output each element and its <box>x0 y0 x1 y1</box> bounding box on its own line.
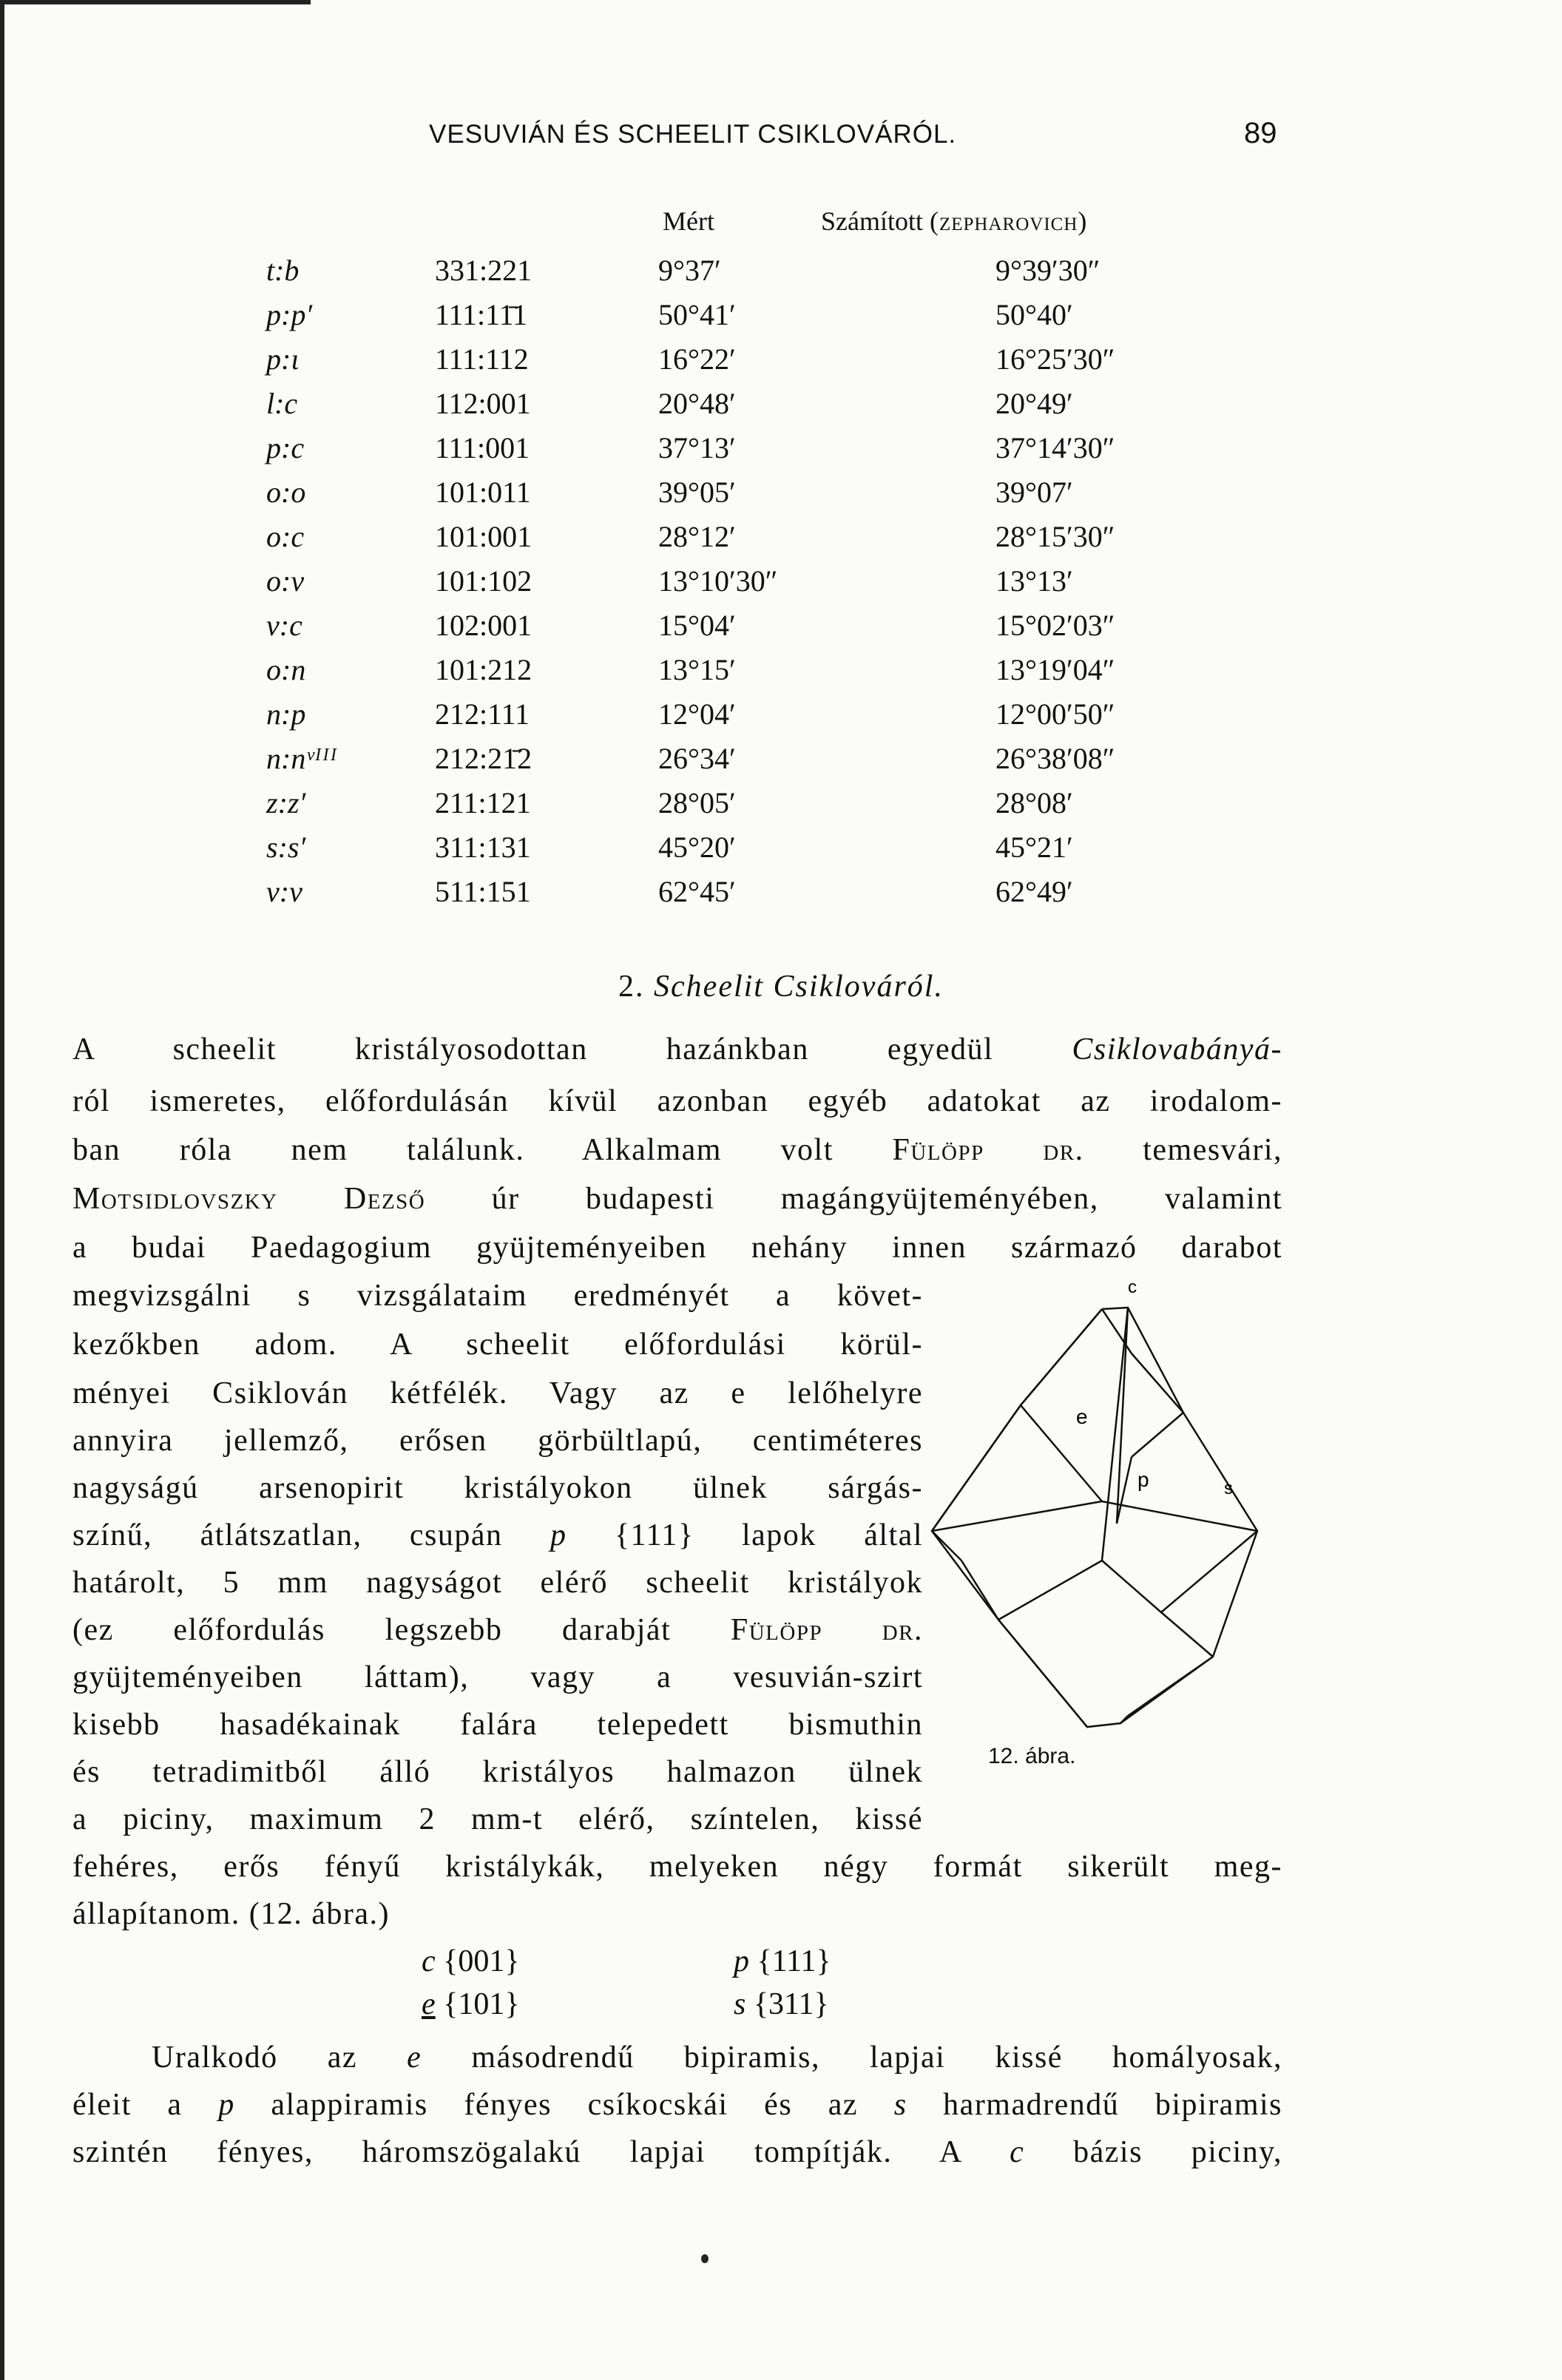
text-line: fehéres, erős fényű kristálykák, melyeken négy formát sikerült meg- <box>72 1850 1282 1884</box>
miller-indices: 101:102 <box>435 564 532 598</box>
crystal-edge <box>1021 1309 1102 1405</box>
face-pair: n:nᵛᴵᴵᴵ <box>266 742 337 775</box>
text-line: megvizsgálni s vizsgálataim eredményét a követ- <box>72 1279 923 1313</box>
column-header-calculated-note: (zepharovich) <box>930 206 1088 236</box>
person-name: Fülöpp dr. <box>892 1133 1084 1167</box>
form-letter: e <box>422 1987 436 2021</box>
section-number: 2. <box>618 970 645 1004</box>
calculated-angle: 9°39′30″ <box>995 254 1100 287</box>
miller-indices: 212:111 <box>435 697 530 731</box>
page-number: 89 <box>1244 117 1277 149</box>
person-name: Fülöpp dr. <box>730 1613 923 1647</box>
face-pair: v:v <box>266 875 302 908</box>
text-span: másodrendű bipiramis, lapjai kissé homályosak, <box>471 2041 1283 2075</box>
miller-indices: 511:151 <box>435 875 531 908</box>
person-name: Motsidlovszky Dezső <box>72 1182 426 1216</box>
crystal-edge <box>998 1620 1087 1727</box>
text-line <box>72 1612 923 1648</box>
text-line: és tetradimitből álló kristályos halmazon ülnek <box>72 1755 923 1789</box>
measured-angle: 12°04′ <box>658 697 736 731</box>
form-symbol: {111} <box>757 1944 831 1978</box>
column-header-calculated-label: Számított <box>821 206 923 236</box>
crystal-edge <box>961 1561 998 1620</box>
text-span: ról <box>72 1084 111 1118</box>
crystal-edge <box>1102 1308 1128 1561</box>
column-header-measured: Mért <box>663 206 714 236</box>
face-pair: s:s′ <box>266 831 306 864</box>
text-line <box>72 2134 1282 2170</box>
measured-angle: 45°20′ <box>658 831 736 864</box>
face-pair: o:n <box>266 653 306 686</box>
miller-indices: 101:212 <box>435 653 532 686</box>
calculated-angle: 28°08′ <box>995 786 1073 819</box>
text-line: gyüjteményeiben láttam), vagy a vesuvián-szirt <box>72 1660 923 1694</box>
figure-label-e: e <box>1076 1405 1088 1428</box>
text-line: a piciny, maximum 2 mm-t elérő, színtelen, kissé <box>72 1802 923 1836</box>
calculated-angle: 39°07′ <box>995 476 1073 509</box>
text-line: a budai Paedagogium gyüjteményeiben nehány innen származó darabot <box>72 1231 1282 1265</box>
miller-indices: 101:001 <box>435 520 532 553</box>
measured-angle: 28°05′ <box>658 786 736 819</box>
face-pair: v:c <box>266 609 302 642</box>
form-letter: c <box>1010 2135 1025 2169</box>
calculated-angle: 62°49′ <box>995 875 1073 908</box>
figure-label-p: p <box>1137 1468 1149 1491</box>
calculated-angle: 15°02′03″ <box>995 609 1115 642</box>
figure-caption: 12. ábra. <box>988 1744 1076 1768</box>
column-header-calculated <box>821 206 1087 237</box>
locality-name: Csiklovabányá- <box>1072 1032 1282 1066</box>
face-pair: p:c <box>266 431 305 464</box>
crystal-edge <box>1132 1413 1183 1457</box>
text-span: úr budapesti magángyüjteményében, valamint <box>491 1182 1283 1216</box>
measured-angle: 16°22′ <box>658 342 736 376</box>
miller-indices: 211:121 <box>435 786 531 819</box>
calculated-angle: 28°15′30″ <box>995 520 1115 553</box>
text-line: állapítanom. (12. ábra.) <box>72 1897 390 1931</box>
form-letter: s <box>734 1987 746 2021</box>
text-span: {111} lapok által <box>614 1518 923 1552</box>
form-letter: c <box>422 1944 436 1978</box>
measured-angle: 9°37′ <box>658 254 721 287</box>
face-pair: n:p <box>266 697 306 731</box>
text-line: annyira jellemző, erősen görbültlapú, centiméteres <box>72 1424 923 1458</box>
text-line <box>72 1132 1282 1168</box>
miller-indices: 102:001 <box>435 609 532 642</box>
crystal-edge <box>1128 1657 1213 1716</box>
crystal-edge <box>1102 1561 1161 1612</box>
form-p <box>734 1944 831 1979</box>
face-pair: o:c <box>266 520 305 553</box>
form-letter: p <box>734 1944 749 1978</box>
measured-angle: 62°45′ <box>658 875 736 908</box>
measured-angle: 39°05′ <box>658 476 736 509</box>
section-title: Scheelit Csiklováról. <box>654 970 944 1004</box>
measured-angle: 37°13′ <box>658 431 736 464</box>
calculated-angle: 26°38′08″ <box>995 742 1115 775</box>
text-line <box>72 1518 923 1553</box>
crystal-edge <box>932 1531 961 1561</box>
text-span: éleit a <box>72 2088 183 2122</box>
calculated-angle: 37°14′30″ <box>995 431 1115 464</box>
text-line: ményei Csiklován kétfélék. Vagy az e lelőhelyre <box>72 1376 923 1410</box>
section-heading <box>0 969 1562 1004</box>
face-pair: o:v <box>266 564 305 598</box>
form-symbol: {101} <box>443 1987 520 2021</box>
form-letter: p <box>218 2088 235 2122</box>
miller-indices: 112:001 <box>435 387 531 420</box>
text-line <box>152 2040 1282 2075</box>
form-symbol: {311} <box>753 1987 829 2021</box>
miller-indices: 111:11̄1 <box>435 298 528 331</box>
crystal-edge <box>998 1561 1102 1620</box>
measured-angle: 50°41′ <box>658 298 736 331</box>
scan-edge-left <box>0 0 4 2380</box>
text-span: harmadrendű bipiramis <box>943 2088 1283 2122</box>
calculated-angle: 45°21′ <box>995 831 1073 864</box>
crystal-outline <box>932 1308 1257 1727</box>
miller-indices: 311:131 <box>435 831 531 864</box>
crystal-edge <box>1161 1612 1213 1657</box>
crystal-edge <box>932 1501 1102 1531</box>
face-pair: p:p′ <box>266 298 313 331</box>
face-pair: t:b <box>266 254 300 287</box>
text-span: Uralkodó az <box>152 2041 358 2075</box>
form-symbol: {001} <box>443 1944 520 1978</box>
text-line <box>72 1083 1282 1119</box>
measured-angle: 20°48′ <box>658 387 736 420</box>
face-pair: l:c <box>266 387 298 420</box>
measured-angle: 13°15′ <box>658 653 736 686</box>
ink-speck <box>701 2254 709 2263</box>
figure-label-s: s <box>1224 1478 1233 1498</box>
text-span: szintén fényes, háromszögalakú lapjai tompítják. A <box>72 2135 961 2169</box>
measured-angle: 26°34′ <box>658 742 736 775</box>
text-span: ismeretes, előfordulásán kívül azonban egyéb adatokat az irodalom- <box>149 1084 1283 1118</box>
text-line: kezőkben adom. A scheelit előfordulási körül- <box>72 1328 923 1362</box>
text-span: A scheelit kristályosodottan hazánkban egyedül <box>72 1032 994 1066</box>
form-e <box>422 1987 519 2022</box>
measured-angle: 15°04′ <box>658 609 736 642</box>
text-line: nagyságú arsenopirit kristályokon ülnek sárgás- <box>72 1471 923 1505</box>
form-s <box>734 1987 829 2022</box>
figure-label-c: c <box>1128 1277 1137 1297</box>
text-span: alappiramis fényes csíkocskái és az <box>271 2088 859 2122</box>
miller-indices: 331:221 <box>435 254 532 287</box>
calculated-angle: 13°13′ <box>995 564 1073 598</box>
crystal-edge <box>1021 1405 1102 1501</box>
face-pair: p:ι <box>266 342 300 376</box>
text-line <box>72 1181 1282 1217</box>
text-line: határolt, 5 mm nagyságot elérő scheelit kristályok <box>72 1566 923 1600</box>
text-line <box>72 2087 1282 2123</box>
calculated-angle: 12°00′50″ <box>995 697 1115 731</box>
miller-indices: 111:001 <box>435 431 530 464</box>
form-letter: p <box>550 1518 567 1552</box>
form-letter: e <box>407 2041 422 2075</box>
miller-indices: 101:011 <box>435 476 531 509</box>
scan-edge-top <box>0 0 311 4</box>
crystal-figure <box>917 1272 1316 1775</box>
text-span: színű, átlátszatlan, csupán <box>72 1518 503 1552</box>
form-c <box>422 1944 519 1979</box>
calculated-angle: 13°19′04″ <box>995 653 1115 686</box>
miller-indices: 212:21̄2 <box>435 742 532 775</box>
crystal-edge <box>1102 1501 1257 1531</box>
text-line <box>72 1032 1282 1067</box>
form-letter: s <box>893 2088 907 2122</box>
running-title: VESUVIÁN ÉS SCHEELIT CSIKLOVÁRÓL. <box>429 120 957 149</box>
measured-angle: 28°12′ <box>658 520 736 553</box>
miller-indices: 111:112 <box>435 342 529 376</box>
text-span: temesvári, <box>1143 1133 1282 1167</box>
face-pair: o:o <box>266 476 306 509</box>
face-pair: z:z′ <box>266 786 306 819</box>
text-span: ban róla nem találunk. Alkalmam volt <box>72 1133 834 1167</box>
calculated-angle: 16°25′30″ <box>995 342 1115 376</box>
calculated-angle: 20°49′ <box>995 387 1073 420</box>
text-span: (ez előfordulás legszebb darabját <box>72 1613 672 1647</box>
calculated-angle: 50°40′ <box>995 298 1073 331</box>
measured-angle: 13°10′30″ <box>658 564 778 598</box>
text-line: kisebb hasadékainak falára telepedett bismuthin <box>72 1708 923 1742</box>
text-span: bázis piciny, <box>1073 2135 1282 2169</box>
crystal-edge <box>932 1405 1021 1531</box>
